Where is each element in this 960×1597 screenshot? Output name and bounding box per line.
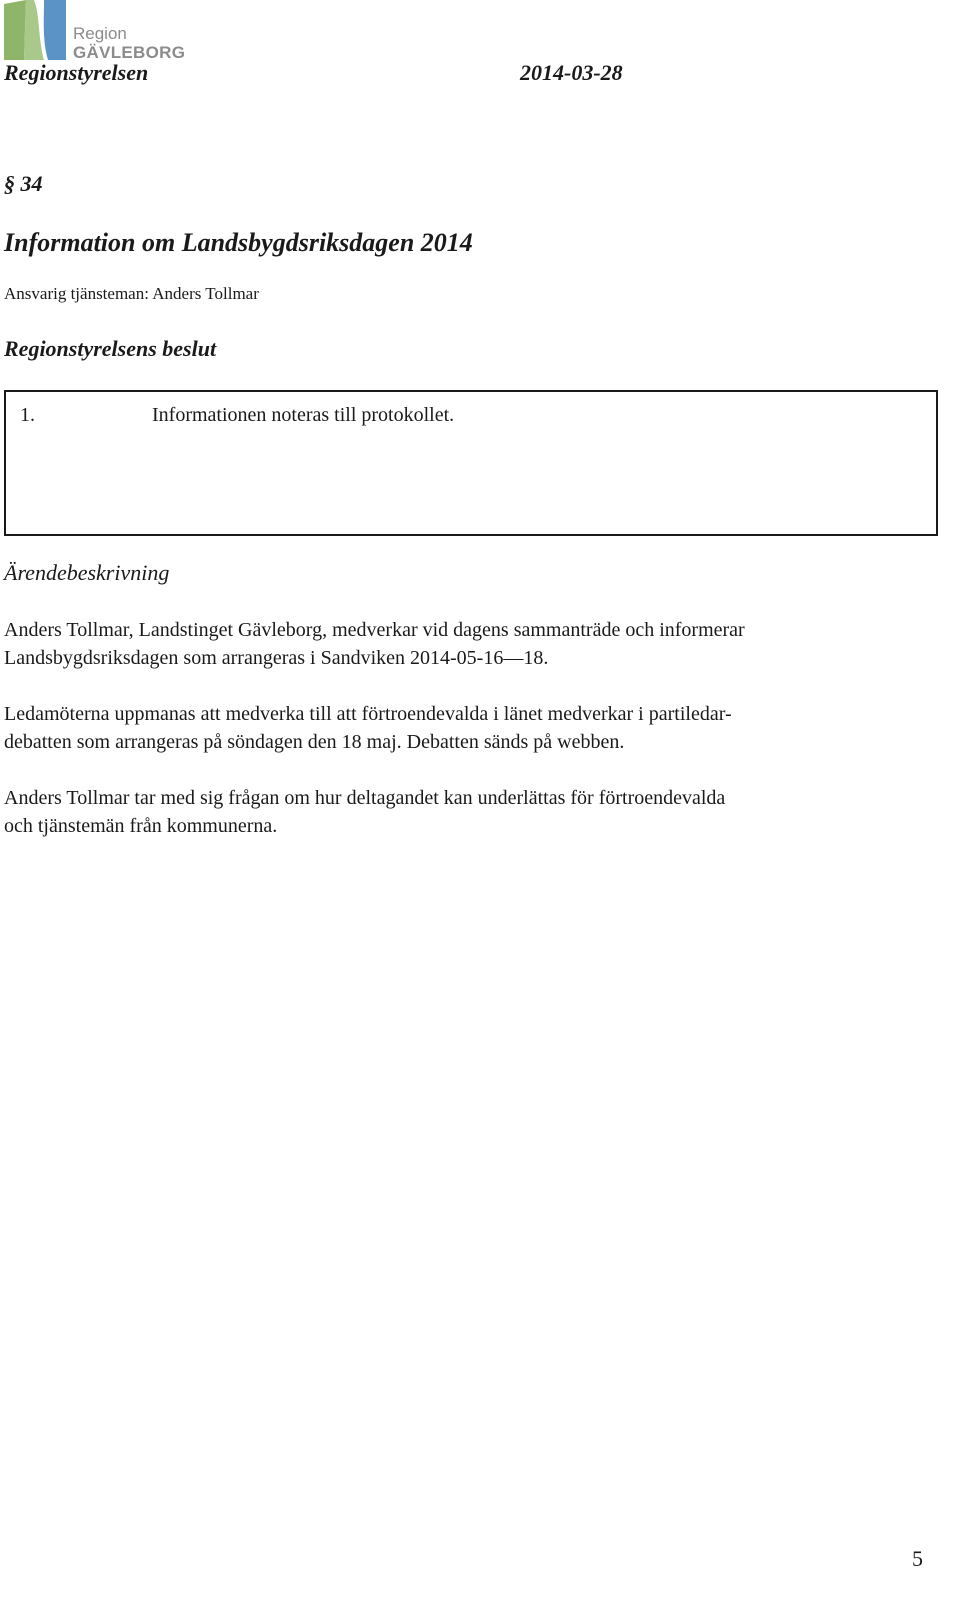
header-date: 2014-03-28 — [520, 60, 623, 85]
paragraph-line: Ledamöterna uppmanas att medverka till att förtroendevalda i länet medverkar i partiledar- — [4, 703, 732, 725]
paragraph-number: § 34 — [4, 171, 43, 196]
description-paragraph — [4, 700, 934, 756]
decision-heading: Regionstyrelsens beslut — [4, 336, 217, 361]
logo-mark-icon — [4, 0, 72, 62]
description-paragraph — [4, 616, 934, 672]
region-gavleborg-logo — [4, 0, 186, 64]
document-title: Information om Landsbygdsriksdagen 2014 — [4, 228, 473, 257]
paragraph-line: Anders Tollmar, Landstinget Gävleborg, medverkar vid dagens sammanträde och informerar — [4, 619, 745, 641]
responsible-official: Ansvarig tjänsteman: Anders Tollmar — [4, 284, 259, 303]
decision-box — [4, 390, 938, 536]
logo-text-region: Region — [73, 24, 127, 43]
decision-item-text: Informationen noteras till protokollet. — [152, 404, 455, 426]
description-paragraph — [4, 784, 934, 840]
paragraph-line: Landsbygdsriksdagen som arrangeras i Sandviken 2014-05-16—18. — [4, 647, 549, 669]
description-heading: Ärendebeskrivning — [4, 560, 170, 585]
logo-text-gavleborg: GÄVLEBORG — [73, 43, 186, 62]
paragraph-line: debatten som arrangeras på söndagen den 18 maj. Debatten sänds på webben. — [4, 731, 625, 753]
paragraph-line: Anders Tollmar tar med sig frågan om hur deltagandet kan underlättas för förtroendevalda — [4, 787, 726, 809]
page-number: 5 — [912, 1546, 923, 1571]
decision-item-number: 1. — [20, 404, 35, 426]
paragraph-line: och tjänstemän från kommunerna. — [4, 815, 278, 837]
header-organization: Regionstyrelsen — [4, 60, 149, 85]
